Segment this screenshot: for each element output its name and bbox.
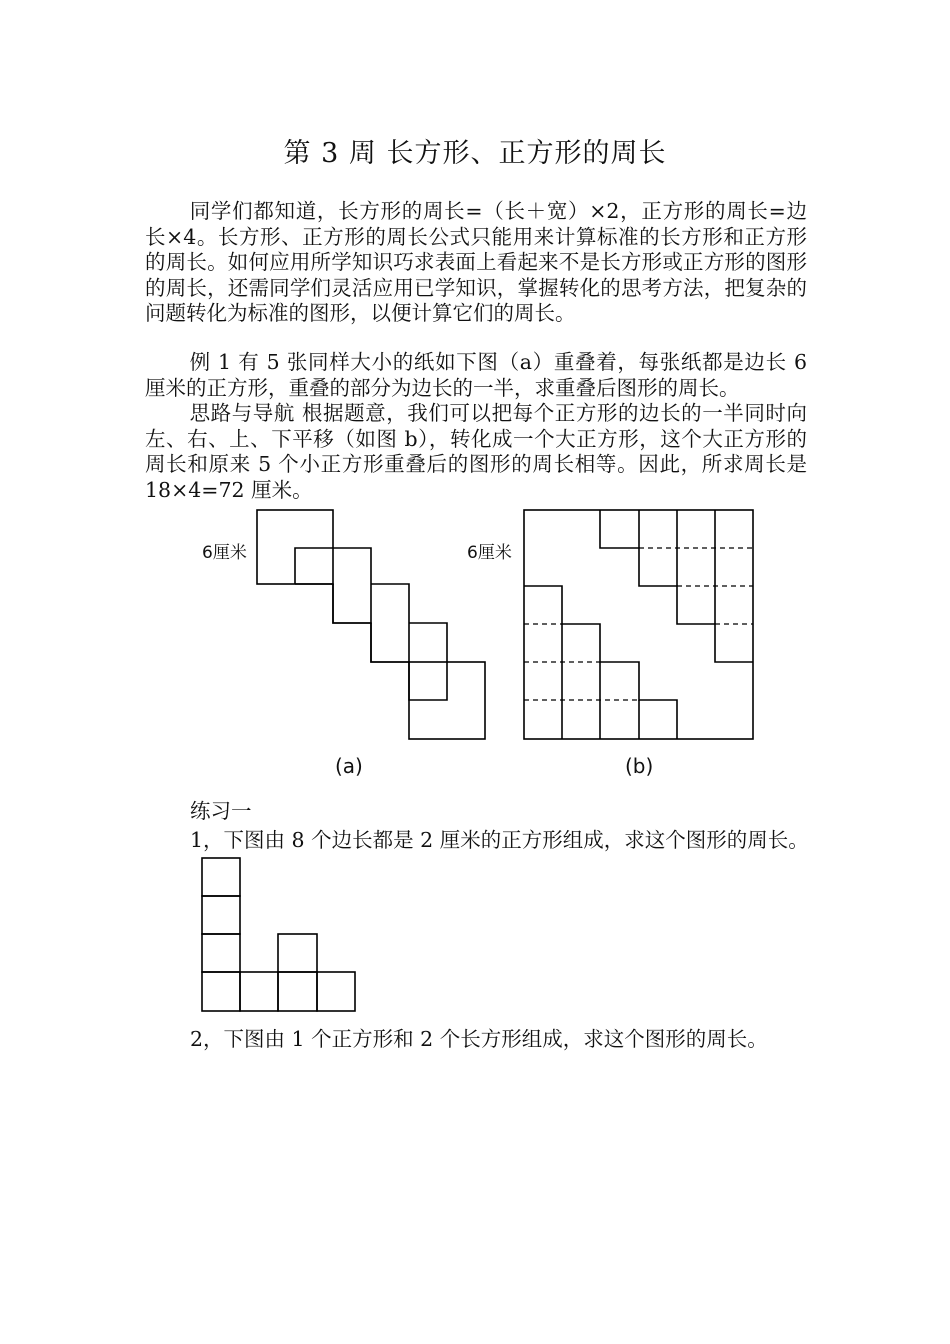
exercise-1-square [317,972,355,1011]
intro-text: 同学们都知道，长方形的周长=（长＋宽）×2，正方形的周长=边长×4。长方形、正方形的周长公式只能用来计算标准的长方形和正方形的周长。如何应用所学知识巧求表面上看起来不是长方形或正方形的图形的周长，还需同学们灵活应用已学知识，掌握转化的思考方法，把复杂的问题转化为标准的图形，以便计算它们的周长。 [145,199,807,325]
example-1-text: 例 1 有 5 张同样大小的纸如下图（a）重叠着，每张纸都是边长 6 厘米的正方形，重叠的部分为边长的一半，求重叠后图形的周长。 [145,350,807,400]
exercise-1-square [202,972,240,1011]
exercise-1-square [278,972,317,1011]
exercise-1-square [202,858,240,896]
figure-b-caption: (b) [625,754,654,778]
exercise-question-2: 2，下图由 1 个正方形和 2 个长方形组成，求这个图形的周长。 [190,1027,768,1051]
figure-a-side-label: 6厘米 [202,543,247,563]
exercise-1-square [278,934,317,972]
figure-b-side-label: 6厘米 [467,543,512,563]
page-title: 第 3 周 长方形、正方形的周长 [283,138,667,169]
exercise-1-square [240,972,278,1011]
figure-a-caption: (a) [335,754,363,778]
exercise-heading: 练习一 [190,799,252,823]
solution-text: 思路与导航 根据题意，我们可以把每个正方形的边长的一半同时向左、右、上、下平移（如图 b），转化成一个大正方形，这个大正方形的周长和原来 5 个小正方形重叠后的图形的周长相等。因此，所求周长是 18×4=72 厘米。 [145,401,807,502]
exercise-question-1: 1，下图由 8 个边长都是 2 厘米的正方形组成，求这个图形的周长。 [190,828,809,852]
exercise-1-square [202,934,240,972]
exercise-1-square [202,896,240,934]
